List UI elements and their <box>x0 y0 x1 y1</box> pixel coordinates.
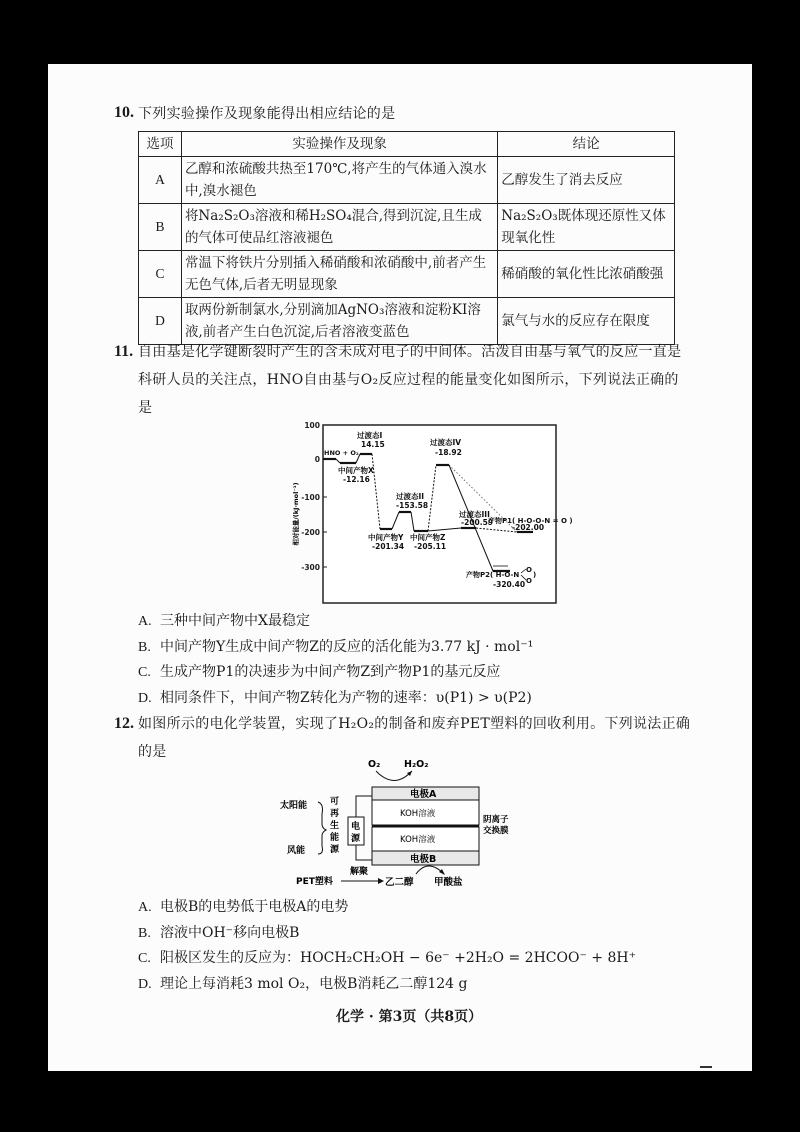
koh-top-label: KOH溶液 <box>400 809 436 819</box>
option-d[interactable]: D. 相同条件下，中间产物Z转化为产物的速率：υ(P1) > υ(P2) <box>138 689 532 706</box>
power-label-2: 源 <box>351 834 361 844</box>
option-a[interactable]: A. 三种中间产物中X最稳定 <box>138 613 310 629</box>
question-11-number: 11. <box>114 343 134 360</box>
header-conclusion: 结论 <box>498 132 675 157</box>
svg-text:能: 能 <box>330 833 340 843</box>
row-option: A <box>139 157 182 204</box>
question-12-options <box>138 895 636 997</box>
electrode-a-label: 电极A <box>410 789 437 800</box>
x-value: -12.16 <box>343 475 370 484</box>
option-a[interactable]: A. 电极B的电势低于电极A的电势 <box>138 899 349 915</box>
row-operation: 乙醇和浓硫酸共热至170℃,将产生的气体通入溴水中,溴水褪色 <box>181 157 497 204</box>
p2-close: ) <box>533 571 537 579</box>
option-b[interactable]: B. 溶液中OH⁻移向电极B <box>138 924 300 941</box>
row-conclusion: 氯气与水的反应存在限度 <box>498 298 675 345</box>
x-name: 中间产物X <box>338 466 374 475</box>
svg-text:再: 再 <box>330 809 340 819</box>
question-10-stem: 下列实验操作及现象能得出相应结论的是 <box>138 106 396 122</box>
row-option: C <box>139 251 182 298</box>
table-row <box>139 157 675 204</box>
row-conclusion: 乙醇发生了消去反应 <box>498 157 675 204</box>
power-label-1: 电 <box>351 822 361 832</box>
z-name: 中间产物Z <box>410 533 446 542</box>
ts3-name: 过渡态III <box>459 510 490 519</box>
question-12-number: 12. <box>114 715 134 732</box>
o2-label: O₂ <box>368 759 381 770</box>
row-option: B <box>139 204 182 251</box>
stem-line: 如图所示的电化学装置，实现了H₂O₂的制备和废弃PET塑料的回收利用。下列说法正确 <box>138 716 691 732</box>
ts1-name: 过渡态I <box>357 431 383 440</box>
table-header-row <box>139 132 675 157</box>
y-tick: -100 <box>301 493 320 502</box>
energy-profile-chart <box>288 419 588 619</box>
stem-line: 是 <box>138 400 153 416</box>
question-11-stem <box>138 338 738 422</box>
z-value: -205.11 <box>414 542 447 551</box>
depolymerize-label: 解聚 <box>350 867 369 877</box>
table-row <box>139 204 675 251</box>
electrochemical-cell-diagram <box>276 754 576 894</box>
question-11-options <box>138 609 533 711</box>
header-operation: 实验操作及现象 <box>181 132 497 157</box>
membrane-label-1: 阴离子 <box>483 815 509 825</box>
stem-line: 科研人员的关注点，HNO自由基与O₂反应过程的能量变化如图所示，下列说法正确的 <box>138 372 679 388</box>
row-operation: 将Na₂S₂O₃溶液和稀H₂SO₄混合,得到沉淀,且生成的气体可使品红溶液褪色 <box>181 204 497 251</box>
ts1-value: 14.15 <box>361 440 385 449</box>
p2-o1: O <box>526 566 532 574</box>
page-mark <box>700 1066 712 1068</box>
row-operation: 常温下将铁片分别插入稀硝酸和浓硝酸中,前者产生无色气体,后者无明显现象 <box>181 251 497 298</box>
row-option: D <box>139 298 182 345</box>
experiment-table <box>138 131 675 345</box>
h2o2-label: H₂O₂ <box>404 759 429 770</box>
header-option: 选项 <box>139 132 182 157</box>
solar-label: 太阳能 <box>280 801 308 811</box>
exam-page <box>48 64 752 1071</box>
y-tick: 100 <box>304 421 320 430</box>
renewable-label <box>330 795 340 855</box>
p1-value: -202.00 <box>512 523 545 532</box>
glycol-label: 乙二醇 <box>385 877 414 888</box>
y-tick: 0 <box>314 455 320 464</box>
y-value: -201.34 <box>372 542 405 551</box>
pet-label: PET塑料 <box>296 877 333 887</box>
y-tick-labels <box>301 421 320 572</box>
electrode-b-label: 电极B <box>410 854 437 865</box>
koh-bottom-label: KOH溶液 <box>400 835 436 845</box>
p1-name: 产物P1( H-O-O-N = O ) <box>488 517 573 525</box>
start-label: HNO + O₂ <box>324 449 359 457</box>
svg-text:源: 源 <box>330 845 340 855</box>
formate-label: 甲酸盐 <box>434 877 463 888</box>
ts4-value: -18.92 <box>435 448 462 457</box>
y-tick: -200 <box>301 528 320 537</box>
row-conclusion: Na₂S₂O₃既体现还原性又体现氧化性 <box>498 204 675 251</box>
ts2-value: -153.58 <box>396 501 429 510</box>
y-axis-label: 相对能量/(kJ·mol⁻¹) <box>292 482 300 546</box>
ts2-name: 过渡态II <box>396 492 425 501</box>
page-footer: 化学 · 第3页（共8页） <box>336 1009 483 1025</box>
stem-line: 自由基是化学键断裂时产生的含未成对电子的中间体。活泼自由基与氧气的反应一直是 <box>138 344 682 360</box>
option-d[interactable]: D. 理论上每消耗3 mol O₂，电极B消耗乙二醇124 g <box>138 975 468 992</box>
y-name: 中间产物Y <box>368 533 404 542</box>
ts3-value: -200.59 <box>461 518 494 527</box>
row-conclusion: 稀硝酸的氧化性比浓硝酸强 <box>498 251 675 298</box>
svg-text:可: 可 <box>330 797 340 807</box>
wind-label: 风能 <box>287 846 306 856</box>
option-b[interactable]: B. 中间产物Y生成中间产物Z的反应的活化能为3.77 kJ · mol⁻¹ <box>138 638 534 655</box>
p2-name: 产物P2( H-O-N <box>466 571 520 579</box>
option-c[interactable]: C. 阳极区发生的反应为：HOCH₂CH₂OH − 6e⁻ +2H₂O = 2HCOO⁻ + 8H⁺ <box>138 950 636 966</box>
table-row <box>139 251 675 298</box>
p2-o2: O <box>526 577 532 585</box>
brace-icon <box>318 802 326 854</box>
question-10-number: 10. <box>114 104 134 121</box>
p2-value: -320.40 <box>493 580 526 589</box>
svg-text:生: 生 <box>330 821 340 831</box>
row-operation: 取两份新制氯水,分别滴加AgNO₃溶液和淀粉KI溶液,前者产生白色沉淀,后者溶液变蓝色 <box>181 298 497 345</box>
stem-line: 的是 <box>138 744 167 760</box>
membrane-label-2: 交换膜 <box>483 826 509 836</box>
option-c[interactable]: C. 生成产物P1的决速步为中间产物Z到产物P1的基元反应 <box>138 664 501 680</box>
y-tick: -300 <box>301 563 320 572</box>
ts4-name: 过渡态IV <box>430 438 462 447</box>
